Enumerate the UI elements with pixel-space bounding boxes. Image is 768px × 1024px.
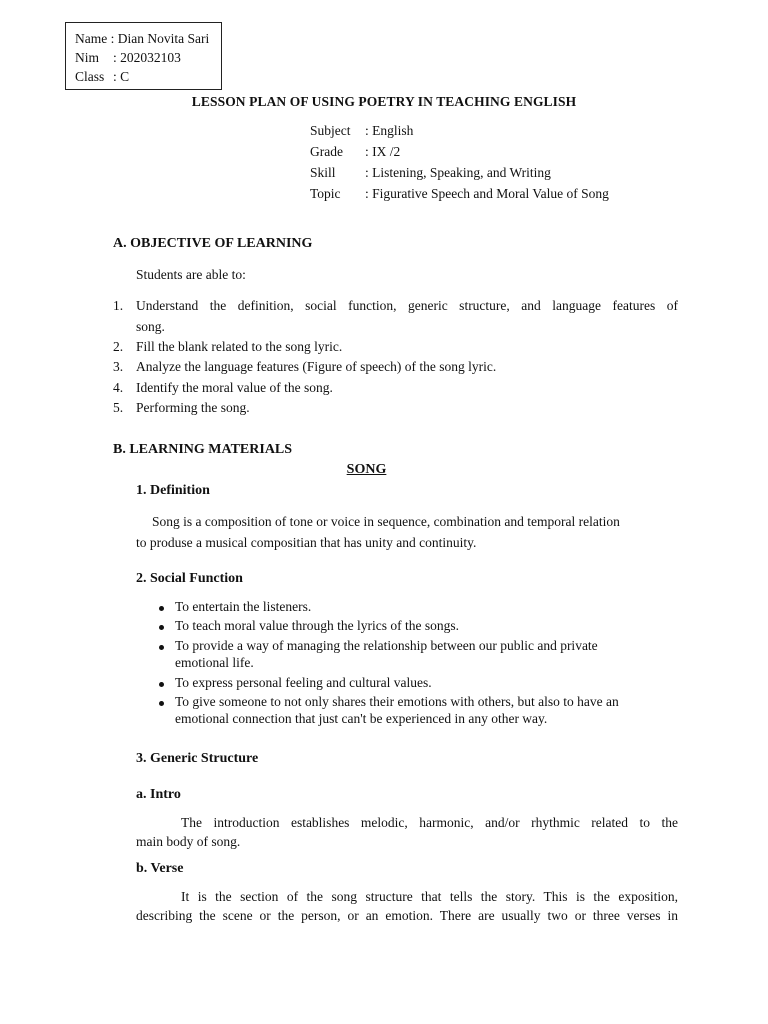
objective-number: 1.	[113, 298, 124, 313]
bullet-text: To teach moral value through the lyrics of the songs.	[175, 618, 459, 633]
bullet-text: To express personal feeling and cultural values.	[175, 675, 432, 690]
meta-key: Grade	[310, 144, 343, 159]
verse-line-1: It is the section of the song structure that tells the story. This is the exposition,	[181, 889, 678, 904]
definition-heading: 1. Definition	[136, 483, 210, 498]
bullet-icon	[159, 682, 164, 687]
name-label: Name	[75, 31, 108, 46]
definition-line-1: Song is a composition of tone or voice in sequence, combination and temporal relation	[152, 514, 620, 529]
generic-structure-heading: 3. Generic Structure	[136, 751, 259, 766]
nim-value: : 202032103	[113, 50, 181, 65]
meta-key: Skill	[310, 165, 336, 180]
name-value: : Dian Novita Sari	[110, 31, 210, 46]
song-title	[0, 462, 733, 478]
class-value: : C	[113, 69, 130, 84]
bullet-text: emotional connection that just can't be experienced in any other way.	[175, 711, 548, 726]
objective-item-2: Fill the blank related to the song lyric.	[136, 339, 343, 354]
objective-item-5: Performing the song.	[136, 400, 250, 415]
bullet-text: To give someone to not only shares their emotions with others, but also to have an	[175, 694, 619, 709]
objective-number: 5.	[113, 400, 124, 415]
intro-line-1: The introduction establishes melodic, harmonic, and/or rhythmic related to the	[181, 815, 678, 830]
intro-line-2: main body of song.	[136, 834, 241, 849]
meta-topic	[310, 186, 609, 202]
meta-value: : English	[365, 123, 414, 138]
objective-item-1: Understand the definition, social function, generic structure, and language features of	[136, 298, 678, 313]
objective-item-3: Analyze the language features (Figure of speech) of the song lyric.	[136, 359, 497, 374]
bullet-icon	[159, 606, 164, 611]
meta-value: : Listening, Speaking, and Writing	[365, 165, 551, 180]
meta-skill	[310, 165, 551, 181]
intro-heading: a. Intro	[136, 787, 181, 802]
definition-line-2: to produse a musical compositian that has unity and continuity.	[136, 535, 477, 550]
section-a-heading: A. OBJECTIVE OF LEARNING	[113, 236, 313, 251]
nim-label: Nim	[75, 50, 100, 65]
objective-intro: Students are able to:	[136, 267, 246, 282]
bullet-icon	[159, 645, 164, 650]
student-class-row	[75, 67, 221, 86]
bullet-text: To provide a way of managing the relationship between our public and private	[175, 638, 598, 653]
bullet-text: emotional life.	[175, 655, 254, 670]
student-name-row	[75, 29, 221, 48]
student-info-box	[65, 22, 222, 90]
meta-key: Subject	[310, 123, 351, 138]
objective-item-4: Identify the moral value of the song.	[136, 380, 333, 395]
class-label: Class	[75, 69, 105, 84]
objective-number: 2.	[113, 339, 124, 354]
meta-value: : Figurative Speech and Moral Value of Song	[365, 186, 609, 201]
bullet-icon	[159, 625, 164, 630]
bullet-icon	[159, 701, 164, 706]
bullet-text: To entertain the listeners.	[175, 599, 312, 614]
section-b-heading: B. LEARNING MATERIALS	[113, 442, 293, 457]
song-title-text: SONG	[346, 462, 387, 477]
social-function-heading: 2. Social Function	[136, 571, 243, 586]
document-title: LESSON PLAN OF USING POETRY IN TEACHING ENGLISH	[191, 94, 577, 109]
verse-heading: b. Verse	[136, 861, 184, 876]
meta-subject	[310, 123, 413, 139]
verse-line-2: describing the scene or the person, or an emotion. There are usually two or three verses in	[136, 908, 678, 923]
objective-number: 4.	[113, 380, 124, 395]
student-nim-row	[75, 48, 221, 67]
objective-item-1-cont: song.	[136, 319, 165, 334]
meta-value: : IX /2	[365, 144, 401, 159]
meta-grade	[310, 144, 400, 160]
meta-key: Topic	[310, 186, 341, 201]
objective-number: 3.	[113, 359, 124, 374]
